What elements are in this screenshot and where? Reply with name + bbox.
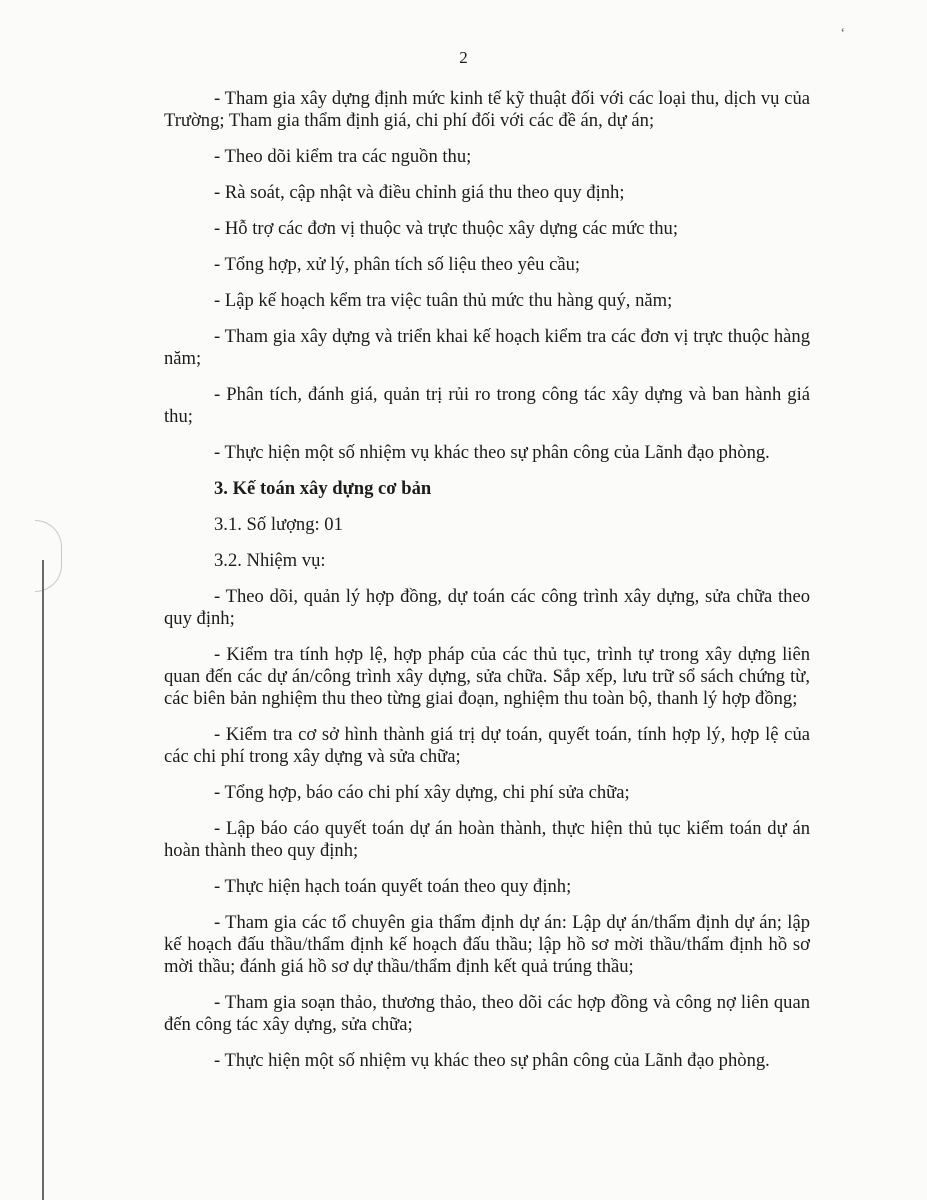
paragraph: 3.2. Nhiệm vụ: [214,550,326,571]
paragraph: - Kiểm tra tính hợp lệ, hợp pháp của các thủ tục, trình tự trong xây dựng liên quan đến các dự án/công trình xây dựng, sửa chữa. Sắp xếp, lưu trữ sổ sách chứng từ, các biên bản nghiệm thu theo từng giai đoạn, nghiệm thu toàn bộ, thanh lý hợp đồng; [164,644,810,709]
paragraph: - Rà soát, cập nhật và điều chỉnh giá thu theo quy định; [214,182,625,203]
paragraph: - Tham gia soạn thảo, thương thảo, theo dõi các hợp đồng và công nợ liên quan đến công tác xây dựng, sửa chữa; [164,992,810,1035]
paragraph: 3.1. Số lượng: 01 [214,514,343,535]
paragraph: - Hỗ trợ các đơn vị thuộc và trực thuộc xây dựng các mức thu; [214,218,678,239]
paragraph: - Tham gia xây dựng định mức kinh tế kỹ thuật đối với các loại thu, dịch vụ của Trường; Tham gia thẩm định giá, chi phí đối với các đề án, dự án; [164,88,810,131]
stamp-fragment [35,520,62,592]
binding-edge [42,560,44,1200]
paragraph: - Tham gia xây dựng và triển khai kế hoạch kiểm tra các đơn vị trực thuộc hàng năm; [164,326,810,369]
page-number: 2 [459,48,468,67]
paragraph: - Theo dõi, quản lý hợp đồng, dự toán các công trình xây dựng, sửa chữa theo quy định; [164,586,810,629]
paragraph: - Tham gia các tổ chuyên gia thẩm định dự án: Lập dự án/thẩm định dự án; lập kế hoạch đấu thầu/thẩm định kế hoạch đấu thầu; lập hồ sơ mời thầu/thẩm định hồ sơ mời thầu; đánh giá hồ sơ dự thầu/thẩm định kết quả trúng thầu; [164,912,810,977]
paragraph: - Phân tích, đánh giá, quản trị rủi ro trong công tác xây dựng và ban hành giá thu; [164,384,810,427]
section-heading: 3. Kế toán xây dựng cơ bản [214,478,432,499]
paragraph: - Thực hiện một số nhiệm vụ khác theo sự phân công của Lãnh đạo phòng. [214,442,770,463]
paragraph: - Tổng hợp, báo cáo chi phí xây dựng, chi phí sửa chữa; [214,782,630,803]
paragraph: - Tổng hợp, xử lý, phân tích số liệu theo yêu cầu; [214,254,581,275]
paragraph: - Lập báo cáo quyết toán dự án hoàn thành, thực hiện thủ tục kiểm toán dự án hoàn thành theo quy định; [164,818,810,861]
document-body [164,88,810,1072]
paragraph: - Theo dõi kiểm tra các nguồn thu; [214,146,472,167]
paragraph: - Thực hiện một số nhiệm vụ khác theo sự phân công của Lãnh đạo phòng. [214,1050,770,1071]
scan-mark: ʻ [840,26,845,41]
paragraph: - Kiểm tra cơ sở hình thành giá trị dự toán, quyết toán, tính hợp lý, hợp lệ của các chi phí trong xây dựng và sửa chữa; [164,724,810,767]
paragraph: - Thực hiện hạch toán quyết toán theo quy định; [214,876,572,897]
paragraph: - Lập kế hoạch kểm tra việc tuân thủ mức thu hàng quý, năm; [214,290,673,311]
